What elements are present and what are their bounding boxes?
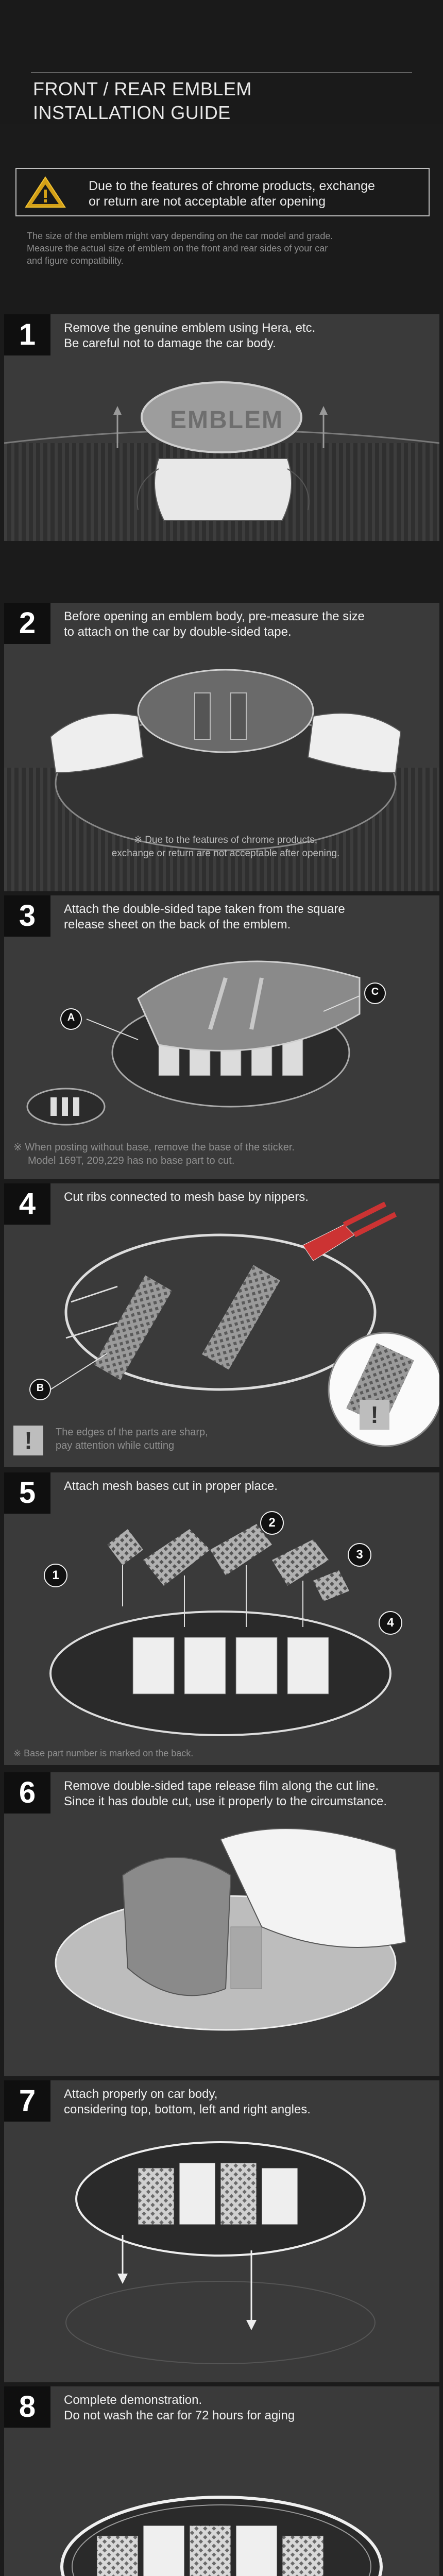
step-8-text	[64, 2393, 424, 2424]
step-6-number: 6	[4, 1772, 50, 1814]
step-2-note	[102, 834, 349, 860]
step-3-number: 3	[4, 895, 50, 937]
size-note-line-1: The size of the emblem might vary depending on the car model and grade.	[27, 231, 333, 241]
step-8-number: 8	[4, 2386, 50, 2428]
step-4-text	[64, 1190, 424, 1205]
label-a: A	[67, 1012, 75, 1023]
step-2-line-2: to attach on the car by double-sided tape.	[64, 625, 292, 639]
size-note-line-3: and figure compatibility.	[27, 256, 124, 266]
label-b: B	[36, 1382, 44, 1394]
step-2	[4, 603, 439, 891]
step-6-text	[64, 1778, 424, 1809]
step-2-number: 2	[4, 603, 50, 644]
step-7-line-1: Attach properly on car body,	[64, 2087, 218, 2101]
marker-1: 1	[52, 1568, 59, 1582]
step-2-note-line-2: exchange or return are not acceptable after opening.	[111, 848, 340, 859]
title-line-1: FRONT / REAR EMBLEM	[33, 78, 252, 99]
step-4-note-line-1: The edges of the parts are sharp,	[56, 1427, 208, 1438]
step-3-note-line-1: ※ When posting without base, remove the base of the sticker.	[13, 1142, 295, 1153]
step-5-number: 5	[4, 1472, 50, 1514]
step-8-line-2: Do not wash the car for 72 hours for aging	[64, 2409, 295, 2422]
warning-box	[15, 168, 430, 216]
step-4-line-1: Cut ribs connected to mesh base by nippers.	[64, 1190, 309, 1204]
warning-line-1: Due to the features of chrome products, exchange	[89, 179, 375, 193]
marker-3: 3	[356, 1548, 363, 1562]
warning-exclamation-icon: !	[13, 1426, 43, 1455]
step-3-line-1: Attach the double-sided tape taken from the square	[64, 902, 345, 916]
step-3-text	[64, 902, 424, 933]
step-5-illustration	[4, 1472, 439, 1765]
step-5	[4, 1472, 439, 1765]
step-4-note	[56, 1426, 313, 1452]
warning-text	[89, 178, 375, 209]
page-title	[33, 77, 252, 125]
step-6	[4, 1772, 439, 2076]
step-3-illustration	[4, 895, 439, 1179]
step-1	[4, 314, 439, 541]
size-note	[27, 230, 418, 267]
step-2-text	[64, 609, 424, 640]
step-4-note-line-2: pay attention while cutting	[56, 1440, 175, 1451]
step-3	[4, 895, 439, 1179]
step-6-line-2: Since it has double cut, use it properly to the circumstance.	[64, 1794, 387, 1808]
step-5-text	[64, 1479, 424, 1494]
step-7-illustration	[4, 2080, 439, 2382]
step-7-line-2: considering top, bottom, left and right angles.	[64, 2103, 311, 2116]
warning-triangle-icon	[24, 175, 67, 209]
step-4-number: 4	[4, 1183, 50, 1225]
step-6-illustration	[4, 1772, 439, 2076]
guide-header	[0, 0, 443, 124]
step-6-line-1: Remove double-sided tape release film along the cut line.	[64, 1779, 379, 1793]
step-5-note-line-1: ※ Base part number is marked on the back.	[13, 1748, 194, 1758]
step-2-note-line-1: ※ Due to the features of chrome products,	[134, 835, 317, 845]
header-rule	[31, 72, 412, 73]
step-3-line-2: release sheet on the back of the emblem.	[64, 918, 291, 931]
step-4	[4, 1183, 439, 1467]
label-c: C	[371, 986, 379, 997]
step-7-number: 7	[4, 2080, 50, 2122]
step-1-text	[64, 320, 424, 351]
marker-4: 4	[387, 1616, 394, 1630]
emblem-label: EMBLEM	[170, 406, 283, 434]
step-3-note-line-2: Model 169T, 209,229 has no base part to cut.	[28, 1155, 235, 1166]
title-line-2: INSTALLATION GUIDE	[33, 102, 231, 123]
warning-line-2: or return are not acceptable after opening	[89, 194, 326, 209]
step-1-number: 1	[4, 314, 50, 355]
step-7	[4, 2080, 439, 2382]
marker-2: 2	[268, 1516, 276, 1530]
step-1-line-2: Be careful not to damage the car body.	[64, 336, 276, 350]
step-8	[4, 2386, 439, 2576]
step-3-note	[13, 1141, 425, 1167]
step-8-line-1: Complete demonstration.	[64, 2393, 202, 2407]
step-7-text	[64, 2087, 424, 2117]
caution-icon: !	[360, 1400, 389, 1430]
step-5-line-1: Attach mesh bases cut in proper place.	[64, 1479, 278, 1493]
size-note-line-2: Measure the actual size of emblem on the front and rear sides of your car	[27, 243, 328, 253]
step-1-line-1: Remove the genuine emblem using Hera, etc.	[64, 321, 316, 335]
step-5-note	[13, 1747, 322, 1760]
step-2-line-1: Before opening an emblem body, pre-measure the size	[64, 609, 365, 623]
